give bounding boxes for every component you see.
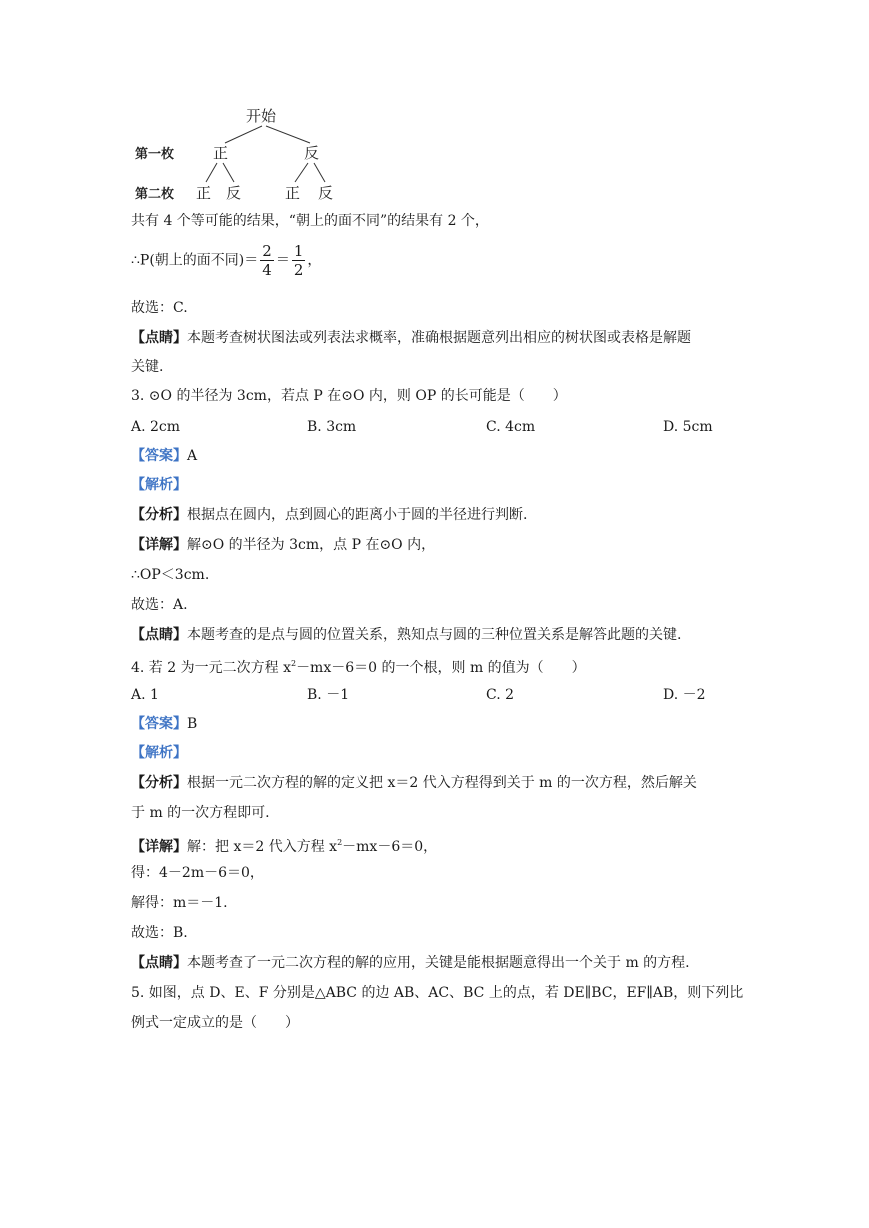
fenxi-tag: 【分析】 (131, 507, 187, 523)
q4-xiangjie: 【详解】解：把 x＝2 代入方程 $x^2-mx-6=0$， (131, 838, 438, 855)
fenxi-text: 根据点在圆内，点到圆心的距离小于圆的半径进行判断. (187, 507, 528, 523)
q4-option-d: D. －2 (663, 687, 706, 703)
tree-node-zheng: 正 (213, 144, 229, 162)
tree-leaf: 反 (318, 184, 334, 202)
tree-level1-label: 第一枚 (135, 147, 175, 162)
q4-de-line: 得：4－2m－6＝0， (131, 865, 264, 881)
fenxi-text: 根据一元二次方程的解的定义把 x＝2 代入方程得到关于 m 的一次方程，然后解关 (187, 775, 697, 791)
tree-leaf: 正 (196, 184, 212, 202)
fraction: $\frac{2}{4}$ (262, 242, 272, 279)
tree-diagram (130, 100, 350, 205)
tree-edge (266, 126, 310, 143)
probability-line (131, 242, 321, 279)
xiangjie-tag: 【详解】 (131, 839, 187, 855)
dianjing-tag: 【点睛】 (131, 330, 187, 346)
equals-sign: ＝ (275, 252, 290, 269)
choice-line: 故选：C. (131, 300, 188, 316)
q4-dianjing (131, 954, 690, 972)
q3-xiangjie (131, 536, 435, 554)
answer-value: B (187, 716, 198, 732)
result-line: 共有 4 个等可能的结果，“朝上的面不同”的结果有 2 个， (131, 213, 489, 229)
tree-edge (206, 163, 217, 182)
jiexi-tag: 【解析】 (131, 745, 187, 761)
tree-edge (295, 163, 308, 182)
answer-tag: 【答案】 (131, 448, 187, 464)
q4-answer (131, 715, 197, 733)
q4-option-b: B. －1 (307, 687, 350, 703)
q3-stem: 3. ⊙O 的半径为 3cm，若点 P 在⊙O 内，则 OP 的长可能是（ ） (131, 388, 567, 404)
tree-level2-label: 第二枚 (135, 187, 175, 202)
q4-fenxi (131, 774, 697, 792)
q3-option-d: D. 5cm (663, 419, 713, 435)
q4-option-c: C. 2 (486, 687, 515, 703)
dianjing-tag: 【点睛】 (131, 955, 187, 971)
dianjing-line (131, 329, 691, 347)
q3-dianjing (131, 626, 681, 644)
q3-answer (131, 447, 197, 465)
dianjing-text: 本题考查了一元二次方程的解的应用，关键是能根据题意得出一个关于 m 的方程. (187, 955, 690, 971)
q3-op-line: ∴OP＜3cm. (131, 567, 210, 583)
dianjing-text: 本题考查的是点与圆的位置关系，熟知点与圆的三种位置关系是解答此题的关键. (187, 627, 682, 643)
jiexi-tag: 【解析】 (131, 477, 187, 493)
answer-value: A (187, 448, 198, 464)
tree-edge (225, 126, 262, 143)
q4-choice: 故选：B. (131, 925, 188, 941)
q4-solve-line: 解得：m＝－1. (131, 895, 228, 911)
tree-leaf: 正 (285, 184, 301, 202)
q3-option-a: A. 2cm (131, 419, 181, 435)
xiangjie-text: 解⊙O 的半径为 3cm，点 P 在⊙O 内， (187, 537, 436, 553)
dianjing-tag: 【点睛】 (131, 627, 187, 643)
q3-jiexi (131, 476, 187, 494)
tree-edge (223, 163, 234, 182)
q4-stem: 4. 若 2 为一元二次方程 $x^2-mx-6=0$ 的一个根，则 m 的值为（ ） (131, 659, 586, 676)
q4-option-a: A. 1 (131, 687, 159, 703)
q3-choice: 故选：A. (131, 597, 188, 613)
fraction: $\frac{1}{2}$ (293, 242, 304, 279)
q3-fenxi (131, 506, 527, 524)
tree-root: 开始 (246, 107, 277, 125)
comma: ， (307, 252, 322, 269)
tree-leaf: 反 (226, 184, 242, 202)
q3-option-c: C. 4cm (486, 419, 536, 435)
q3-option-b: B. 3cm (307, 419, 357, 435)
dianjing-text: 本题考查树状图法或列表法求概率，准确根据题意列出相应的树状图或表格是解题 (187, 330, 691, 346)
q5-stem-2: 例式一定成立的是（ ） (131, 1015, 299, 1031)
answer-tag: 【答案】 (131, 716, 187, 732)
fenxi-tag: 【分析】 (131, 775, 187, 791)
q4-jiexi (131, 744, 187, 762)
dianjing-line-2: 关键. (131, 359, 164, 375)
q4-fenxi-2: 于 m 的一次方程即可. (131, 805, 270, 821)
tree-node-fan: 反 (304, 144, 320, 162)
q5-stem: 5. 如图，点 D、E、F 分别是△ABC 的边 AB、AC、BC 上的点，若 DE∥BC，EF∥AB，则下列比 (131, 985, 744, 1001)
xiangjie-tag: 【详解】 (131, 537, 187, 553)
tree-edge (314, 163, 325, 182)
prob-prefix: ∴P(朝上的面不同)＝ (131, 252, 259, 269)
